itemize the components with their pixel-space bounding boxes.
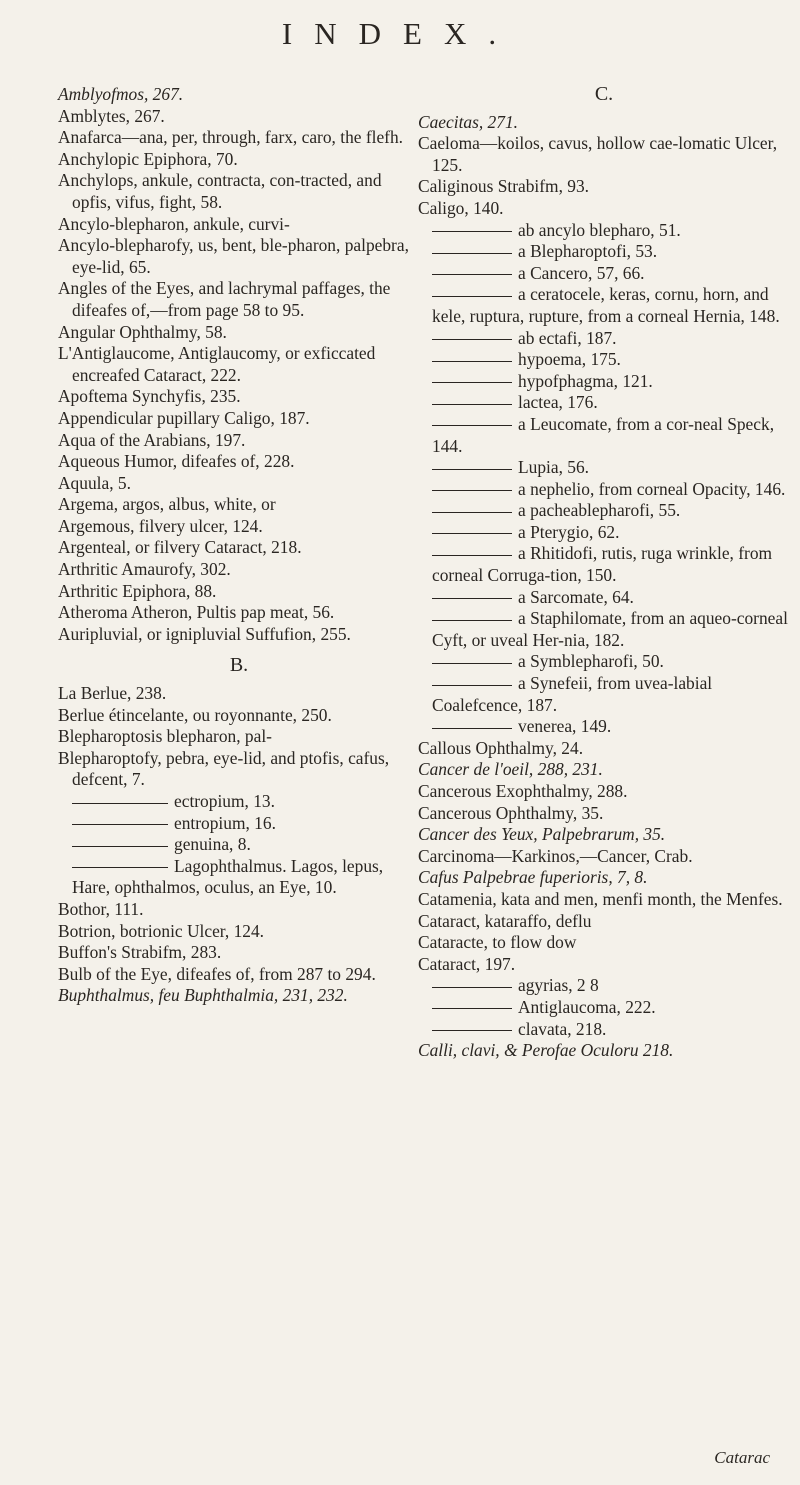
index-entry: La Berlue, 238. (58, 683, 167, 704)
section-letter-c: C. (594, 83, 614, 105)
index-entry: Cancer des Yeux, Palpebrarum, 35. (418, 824, 666, 845)
index-entry: Ancylo-blepharon, ankule, curvi- (58, 213, 290, 234)
index-entry: Callous Ophthalmy, 24. (418, 737, 584, 758)
index-subentry: ab ectafi, 187. (418, 328, 790, 350)
index-subentry: a Symblepharofi, 50. (418, 651, 790, 673)
index-subentry: ectropium, 13. (58, 791, 420, 813)
page-header: INDEX. (281, 16, 519, 51)
index-entry: Atheroma Atheron, Pultis pap meat, 56. (58, 602, 335, 623)
index-subentry: agyrias, 2 8 (418, 975, 790, 997)
index-entry: Cataract, 197. (418, 953, 516, 974)
index-entry: Appendicular pupillary Caligo, 187. (58, 407, 310, 428)
index-entry: Caligo, 140. (418, 197, 504, 218)
index-entry: Apoftema Synchyfis, 235. (58, 386, 241, 407)
index-entry: Cancerous Ophthalmy, 35. (418, 802, 604, 823)
index-entry: Argenteal, or filvery Cataract, 218. (58, 537, 302, 558)
index-subentry: hypoema, 175. (418, 349, 790, 371)
index-subentry: Antiglaucoma, 222. (418, 997, 790, 1019)
index-entry: Anafarca—ana, per, through, farx, caro, the flefh. (58, 127, 404, 148)
index-subentry: hypofphagma, 121. (418, 371, 790, 393)
index-entry: Calli, clavi, & Perofae Oculoru 218. (418, 1040, 674, 1061)
index-entry: Buffon's Strabifm, 283. (58, 942, 222, 963)
index-entry: Arthritic Amaurofy, 302. (58, 559, 231, 580)
index-entry: Cancer de l'oeil, 288, 231. (418, 759, 603, 780)
index-entry: Argemous, filvery ulcer, 124. (58, 515, 263, 536)
index-entry: Aqueous Humor, difeafes of, 228. (58, 451, 295, 472)
index-subentry: a Cancero, 57, 66. (418, 263, 790, 285)
index-entry: Blepharoptosis blepharon, pal- (58, 726, 272, 747)
index-entry: Auripluvial, or ignipluvial Suffufion, 255. (58, 623, 351, 644)
index-subentry: clavata, 218. (418, 1019, 790, 1041)
index-subentry: lactea, 176. (418, 392, 790, 414)
index-entry: Bothor, 111. (58, 898, 144, 919)
index-entry: Cafus Palpebrae fuperioris, 7, 8. (418, 867, 648, 888)
section-letter-b: B. (229, 654, 249, 677)
index-entry: Ancylo-blepharofy, us, bent, ble-pharon, palpebra, eye-lid, 65. (58, 235, 409, 277)
index-entry: Amblyofmos, 267. (58, 84, 184, 104)
index-entry: Anchylops, ankule, contracta, con-tracted, and opfis, vifus, fight, 58. (58, 170, 382, 212)
index-entry: Blepharoptofy, pebra, eye-lid, and ptofis, cafus, defcent, 7. (58, 747, 390, 790)
index-entry: Argema, argos, albus, white, or (58, 494, 276, 515)
index-entry: Anchylopic Epiphora, 70. (58, 148, 238, 169)
index-subentry: a Rhitidofi, rutis, ruga wrinkle, from corneal Corruga-tion, 150. (432, 543, 773, 586)
index-entry: Carcinoma—Karkinos,—Cancer, Crab. (418, 845, 693, 866)
index-entry: Botrion, botrionic Ulcer, 124. (58, 920, 265, 941)
index-subentry: a nephelio, from corneal Opacity, 146. (418, 479, 790, 501)
index-subentry: Lupia, 56. (418, 457, 790, 479)
index-subentry: a Staphilomate, from an aqueo-corneal Cyft, or uveal Her-nia, 182. (432, 608, 788, 650)
index-subentry: a pacheablepharofi, 55. (418, 500, 790, 522)
catchword: Catarac (714, 1448, 770, 1467)
index-entry: Catamenia, kata and men, menfi month, the Menfes. (418, 888, 783, 909)
index-subentry: genuina, 8. (58, 834, 420, 856)
index-entry: Arthritic Epiphora, 88. (58, 580, 217, 601)
index-subentry: a Pterygio, 62. (418, 522, 790, 544)
index-entry: Cataract, kataraffo, deflu (418, 910, 592, 931)
index-subentry: a Synefeii, from uvea-labial Coalefcence, 187. (432, 673, 713, 715)
left-column (58, 84, 420, 1007)
index-entry: Aqua of the Arabians, 197. (58, 429, 246, 450)
index-entry: Caeloma—koilos, cavus, hollow cae-lomatic Ulcer, 125. (418, 133, 778, 175)
index-entry: Caliginous Strabifm, 93. (418, 176, 590, 197)
index-entry: L'Antiglaucome, Antiglaucomy, or exficcated encreafed Cataract, 222. (58, 343, 376, 385)
index-entry: Cataracte, to flow dow (418, 932, 577, 953)
index-entry: Angular Ophthalmy, 58. (58, 321, 227, 342)
index-subentry: a Blepharoptofi, 53. (418, 241, 790, 263)
index-entry: Berlue étincelante, ou royonnante, 250. (58, 704, 332, 725)
right-column (418, 84, 790, 1062)
index-subentry: a Leucomate, from a cor-neal Speck, 144. (432, 413, 775, 456)
index-subentry: a Sarcomate, 64. (418, 587, 790, 609)
index-entry: Caecitas, 271. (418, 111, 518, 132)
index-subentry: ab ancylo blepharo, 51. (418, 220, 790, 242)
index-subentry: a ceratocele, keras, cornu, horn, and kele, ruptura, rupture, from a corneal Hernia, 148. (432, 284, 780, 326)
index-entry: Angles of the Eyes, and lachrymal paffages, the difeafes of,—from page 58 to 95. (58, 278, 391, 320)
index-entry: Cancerous Exophthalmy, 288. (418, 781, 628, 801)
index-entry: Aquula, 5. (58, 472, 131, 493)
index-subentry: Lagophthalmus. Lagos, lepus, Hare, ophthalmos, oculus, an Eye, 10. (72, 855, 384, 898)
index-entry: Bulb of the Eye, difeafes of, from 287 to 294. (58, 963, 376, 984)
index-subentry: entropium, 16. (58, 813, 420, 835)
index-entry: Buphthalmus, feu Buphthalmia, 231, 232. (58, 985, 348, 1006)
index-subentry: venerea, 149. (418, 716, 790, 738)
index-entry: Amblytes, 267. (58, 105, 165, 126)
